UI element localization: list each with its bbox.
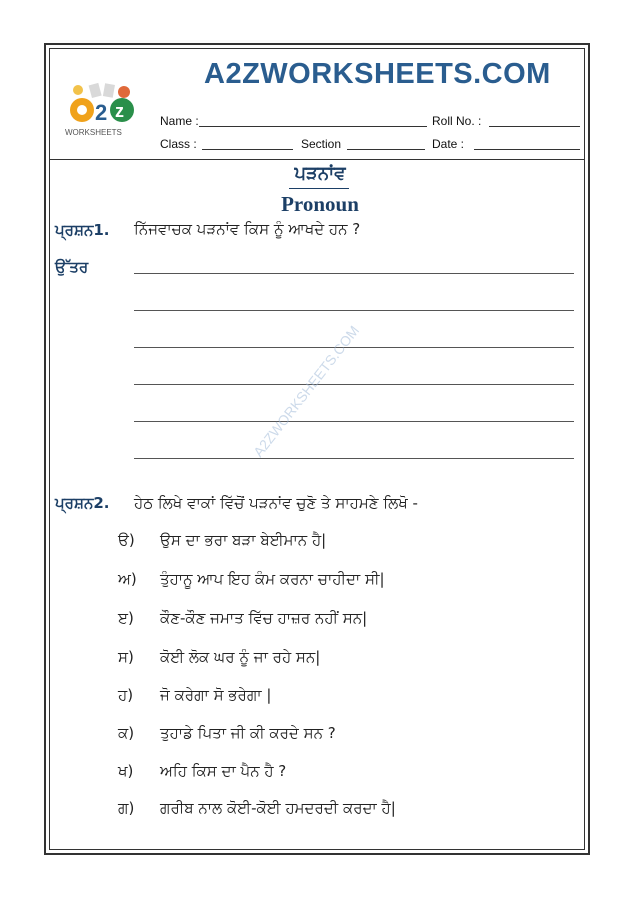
svg-text:z: z [115,101,124,121]
name-field[interactable] [199,126,427,127]
answer-line[interactable] [134,347,574,348]
class-label: Class : [160,137,197,151]
answer-line[interactable] [134,273,574,274]
answer-line[interactable] [134,458,574,459]
answer-line[interactable] [134,421,574,422]
watermark: A2ZWORKSHEETS.COM [250,322,363,460]
title-punjabi: ਪੜਨਾਂਵ [294,163,346,184]
roll-no-label: Roll No. : [432,114,482,128]
class-field[interactable] [202,149,293,150]
item-label: ਗ) [118,799,135,817]
site-title: A2ZWORKSHEETS.COM [204,58,551,90]
item-text: ਜੋ ਕਰੇਗਾ ਸੋ ਭਰੇਗਾ | [160,686,272,704]
svg-text:WORKSHEETS: WORKSHEETS [65,128,122,137]
name-label: Name : [160,114,199,128]
item-label: ਅ) [118,570,137,588]
item-text: ਉਸ ਦਾ ਭਰਾ ਬੜਾ ਬੇਈਮਾਨ ਹੈ| [160,531,327,549]
question-2-text: ਹੇਠ ਲਿਖੇ ਵਾਕਾਂ ਵਿੱਚੋਂ ਪੜਨਾਂਵ ਚੁਣੋ ਤੇ ਸਾਹਮਣੇ ਲਿਖੋ - [134,494,418,512]
item-label: ਕ) [118,724,135,742]
item-label: ਸ) [118,648,134,666]
item-text: ਕੋਈ ਲੋਕ ਘਰ ਨੂੰ ਜਾ ਰਹੇ ਸਨ| [160,648,321,666]
item-label: ੳ) [118,531,135,549]
item-label: ਹ) [118,686,134,704]
question-2-label: ਪ੍ਰਸ਼ਨ2. [55,494,110,512]
answer-label: ਉੱਤਰ [55,258,89,276]
item-label: ੲ) [118,609,134,627]
item-text: ਅਹਿ ਕਿਸ ਦਾ ਪੈਨ ਹੈ ? [160,762,287,780]
item-text: ਗਰੀਬ ਨਾਲ ਕੋਈ-ਕੋਈ ਹਮਦਰਦੀ ਕਰਦਾ ਹੈ| [160,799,396,817]
question-1-text: ਨਿੱਜਵਾਚਕ ਪੜਨਾਂਵ ਕਿਸ ਨੂੰ ਆਖਦੇ ਹਨ ? [134,220,361,238]
roll-no-field[interactable] [489,126,580,127]
item-text: ਕੌਣ-ਕੌਣ ਜਮਾਤ ਵਿੱਚ ਹਾਜ਼ਰ ਨਹੀਂ ਸਨ| [160,609,368,627]
item-label: ਖ) [118,762,134,780]
date-field[interactable] [474,149,580,150]
title-underline [289,188,349,189]
section-field[interactable] [347,149,425,150]
answer-line[interactable] [134,310,574,311]
a2z-logo [60,82,144,140]
question-1-label: ਪ੍ਰਸ਼ਨ1. [55,221,110,239]
title-english: Pronoun [281,192,359,216]
answer-line[interactable] [134,384,574,385]
header-divider [49,159,585,160]
section-label: Section [301,137,342,151]
item-text: ਤੁਹਾਡੇ ਪਿਤਾ ਜੀ ਕੀ ਕਰਦੇ ਸਨ ? [160,724,336,742]
date-label: Date : [432,137,465,151]
item-text: ਤੁੰਹਾਨੂ ਆਪ ਇਹ ਕੰਮ ਕਰਨਾ ਚਾਹੀਦਾ ਸੀ| [160,570,385,588]
svg-text:2: 2 [95,100,108,125]
